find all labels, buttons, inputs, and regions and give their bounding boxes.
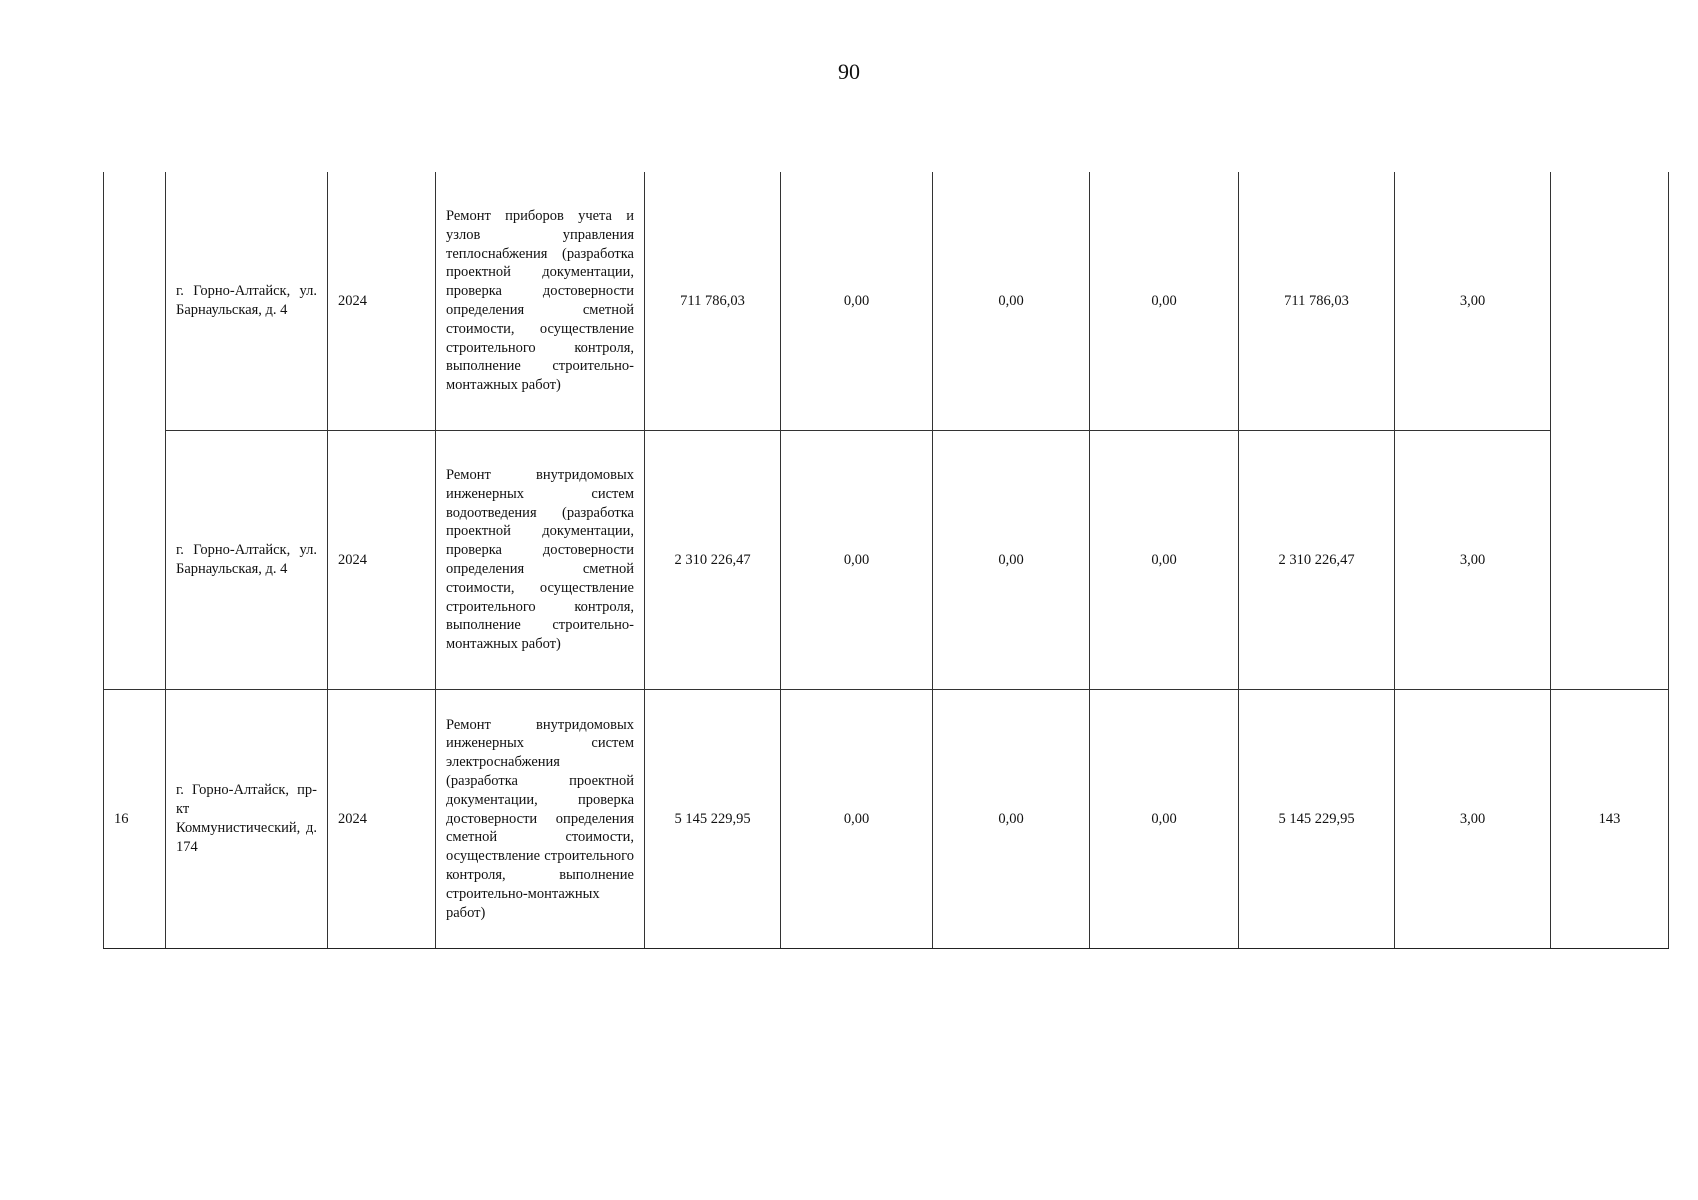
year-cell: 2024 <box>328 690 436 949</box>
address-cell: г. Горно-Алтайск, пр-кт Коммунистический, д. 174 <box>166 690 328 949</box>
year-cell: 2024 <box>328 172 436 431</box>
page-number: 90 <box>838 59 860 84</box>
total-cost-cell: 2 310 226,47 <box>645 431 781 690</box>
cost-cell-d: 711 786,03 <box>1239 172 1395 431</box>
total-cost-cell: 5 145 229,95 <box>645 690 781 949</box>
cost-cell-d: 2 310 226,47 <box>1239 431 1395 690</box>
work-description-cell: Ремонт внутридомовых инженерных систем водоотведения (разработка проектной документации, проверка достоверности определения сметной стоимости, осуществление строительного контроля, выполнение строительно-монтажных работ) <box>436 431 645 690</box>
address-cell: г. Горно-Алтайск, ул. Барнаульская, д. 4 <box>166 431 328 690</box>
last-column-cell <box>1551 172 1669 690</box>
data-table <box>103 172 1669 949</box>
total-cost-cell: 711 786,03 <box>645 172 781 431</box>
cost-cell-a: 0,00 <box>781 431 933 690</box>
percent-cell: 3,00 <box>1395 172 1551 431</box>
year-cell: 2024 <box>328 431 436 690</box>
cost-cell-a: 0,00 <box>781 690 933 949</box>
percent-cell: 3,00 <box>1395 431 1551 690</box>
table-row <box>104 172 1669 431</box>
table-row <box>104 431 1669 690</box>
row-number-cell: 16 <box>104 690 166 949</box>
cost-cell-c: 0,00 <box>1090 690 1239 949</box>
cost-cell-c: 0,00 <box>1090 172 1239 431</box>
cost-cell-b: 0,00 <box>933 690 1090 949</box>
percent-cell: 3,00 <box>1395 690 1551 949</box>
table-row <box>104 690 1669 949</box>
work-description-cell: Ремонт приборов учета и узлов управления теплоснабжения (разработка проектной документации, проверка достоверности определения сметной стоимости, осуществление строительного контроля, выполнение строительно-монтажных работ) <box>436 172 645 431</box>
cost-cell-d: 5 145 229,95 <box>1239 690 1395 949</box>
cost-cell-b: 0,00 <box>933 431 1090 690</box>
address-cell: г. Горно-Алтайск, ул. Барнаульская, д. 4 <box>166 172 328 431</box>
cost-cell-b: 0,00 <box>933 172 1090 431</box>
cost-cell-c: 0,00 <box>1090 431 1239 690</box>
cost-cell-a: 0,00 <box>781 172 933 431</box>
last-column-cell: 143 <box>1551 690 1669 949</box>
work-description-cell: Ремонт внутридомовых инженерных систем электроснабжения (разработка проектной документации, проверка достоверности определения сметной стоимости, осуществление строительного контроля, выполнение строительно-монтажных работ) <box>436 690 645 949</box>
row-number-cell <box>104 172 166 690</box>
